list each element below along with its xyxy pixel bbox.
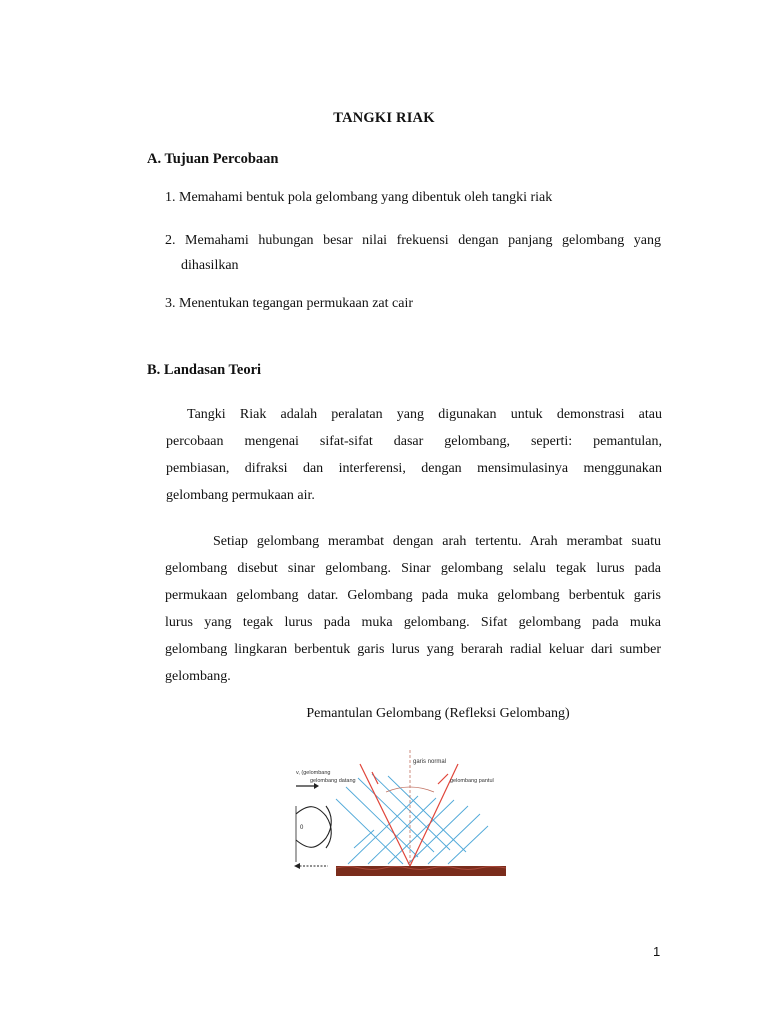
wave-reflection-diagram <box>288 744 518 888</box>
theory-paragraph-1 <box>166 401 662 509</box>
label-velocity: v, (gelombang <box>296 770 331 776</box>
paragraph-line: percobaan mengenai sifat-sifat dasar gelombang, seperti: pemantulan, <box>166 434 662 449</box>
sine-wave-icon <box>296 806 331 862</box>
objective-item-2: 2. Memahami hubungan besar nilai frekuensi dengan panjang gelombang yang <box>165 233 661 248</box>
label-zero: 0 <box>300 825 304 831</box>
label-normal: garis normal <box>413 759 447 765</box>
paragraph-line: gelombang permukaan air. <box>166 488 315 503</box>
objective-item-2-continued: dihasilkan <box>181 258 239 273</box>
paragraph-line: gelombang disebut sinar gelombang. Sinar gelombang selalu tegak lurus pada <box>165 561 661 576</box>
page-title: TANGKI RIAK <box>333 110 435 126</box>
paragraph-line: Tangki Riak adalah peralatan yang digunakan untuk demonstrasi atau <box>187 407 662 422</box>
wavefront-lines <box>336 774 488 864</box>
paragraph-line: permukaan gelombang datar. Gelombang pada muka gelombang berbentuk garis <box>165 588 661 603</box>
paragraph-line: pembiasan, difraksi dan interferensi, dengan mensimulasinya menggunakan <box>166 461 662 476</box>
theory-paragraph-2 <box>165 528 661 690</box>
objective-item-1: 1. Memahami bentuk pola gelombang yang dibentuk oleh tangki riak <box>165 190 553 205</box>
label-incident: gelombang datang <box>310 778 356 784</box>
page-number: 1 <box>653 944 661 959</box>
paragraph-line: gelombang. <box>165 669 231 684</box>
label-reflected: gelombang pantul <box>450 778 494 784</box>
paragraph-line: gelombang lingkaran berbentuk garis lurus yang berarah radial keluar dari sumber <box>165 642 661 657</box>
section-a-heading: A. Tujuan Percobaan <box>147 151 279 167</box>
section-b-heading: B. Landasan Teori <box>147 362 262 378</box>
paragraph-line: Setiap gelombang merambat dengan arah tertentu. Arah merambat suatu <box>213 534 661 549</box>
figure-caption: Pemantulan Gelombang (Refleksi Gelombang) <box>306 706 570 721</box>
paragraph-line: lurus yang tegak lurus pada muka gelombang. Sifat gelombang pada muka <box>165 615 661 630</box>
objective-item-3: 3. Menentukan tegangan permukaan zat cair <box>165 296 414 311</box>
left-arrow-icon <box>294 863 328 869</box>
